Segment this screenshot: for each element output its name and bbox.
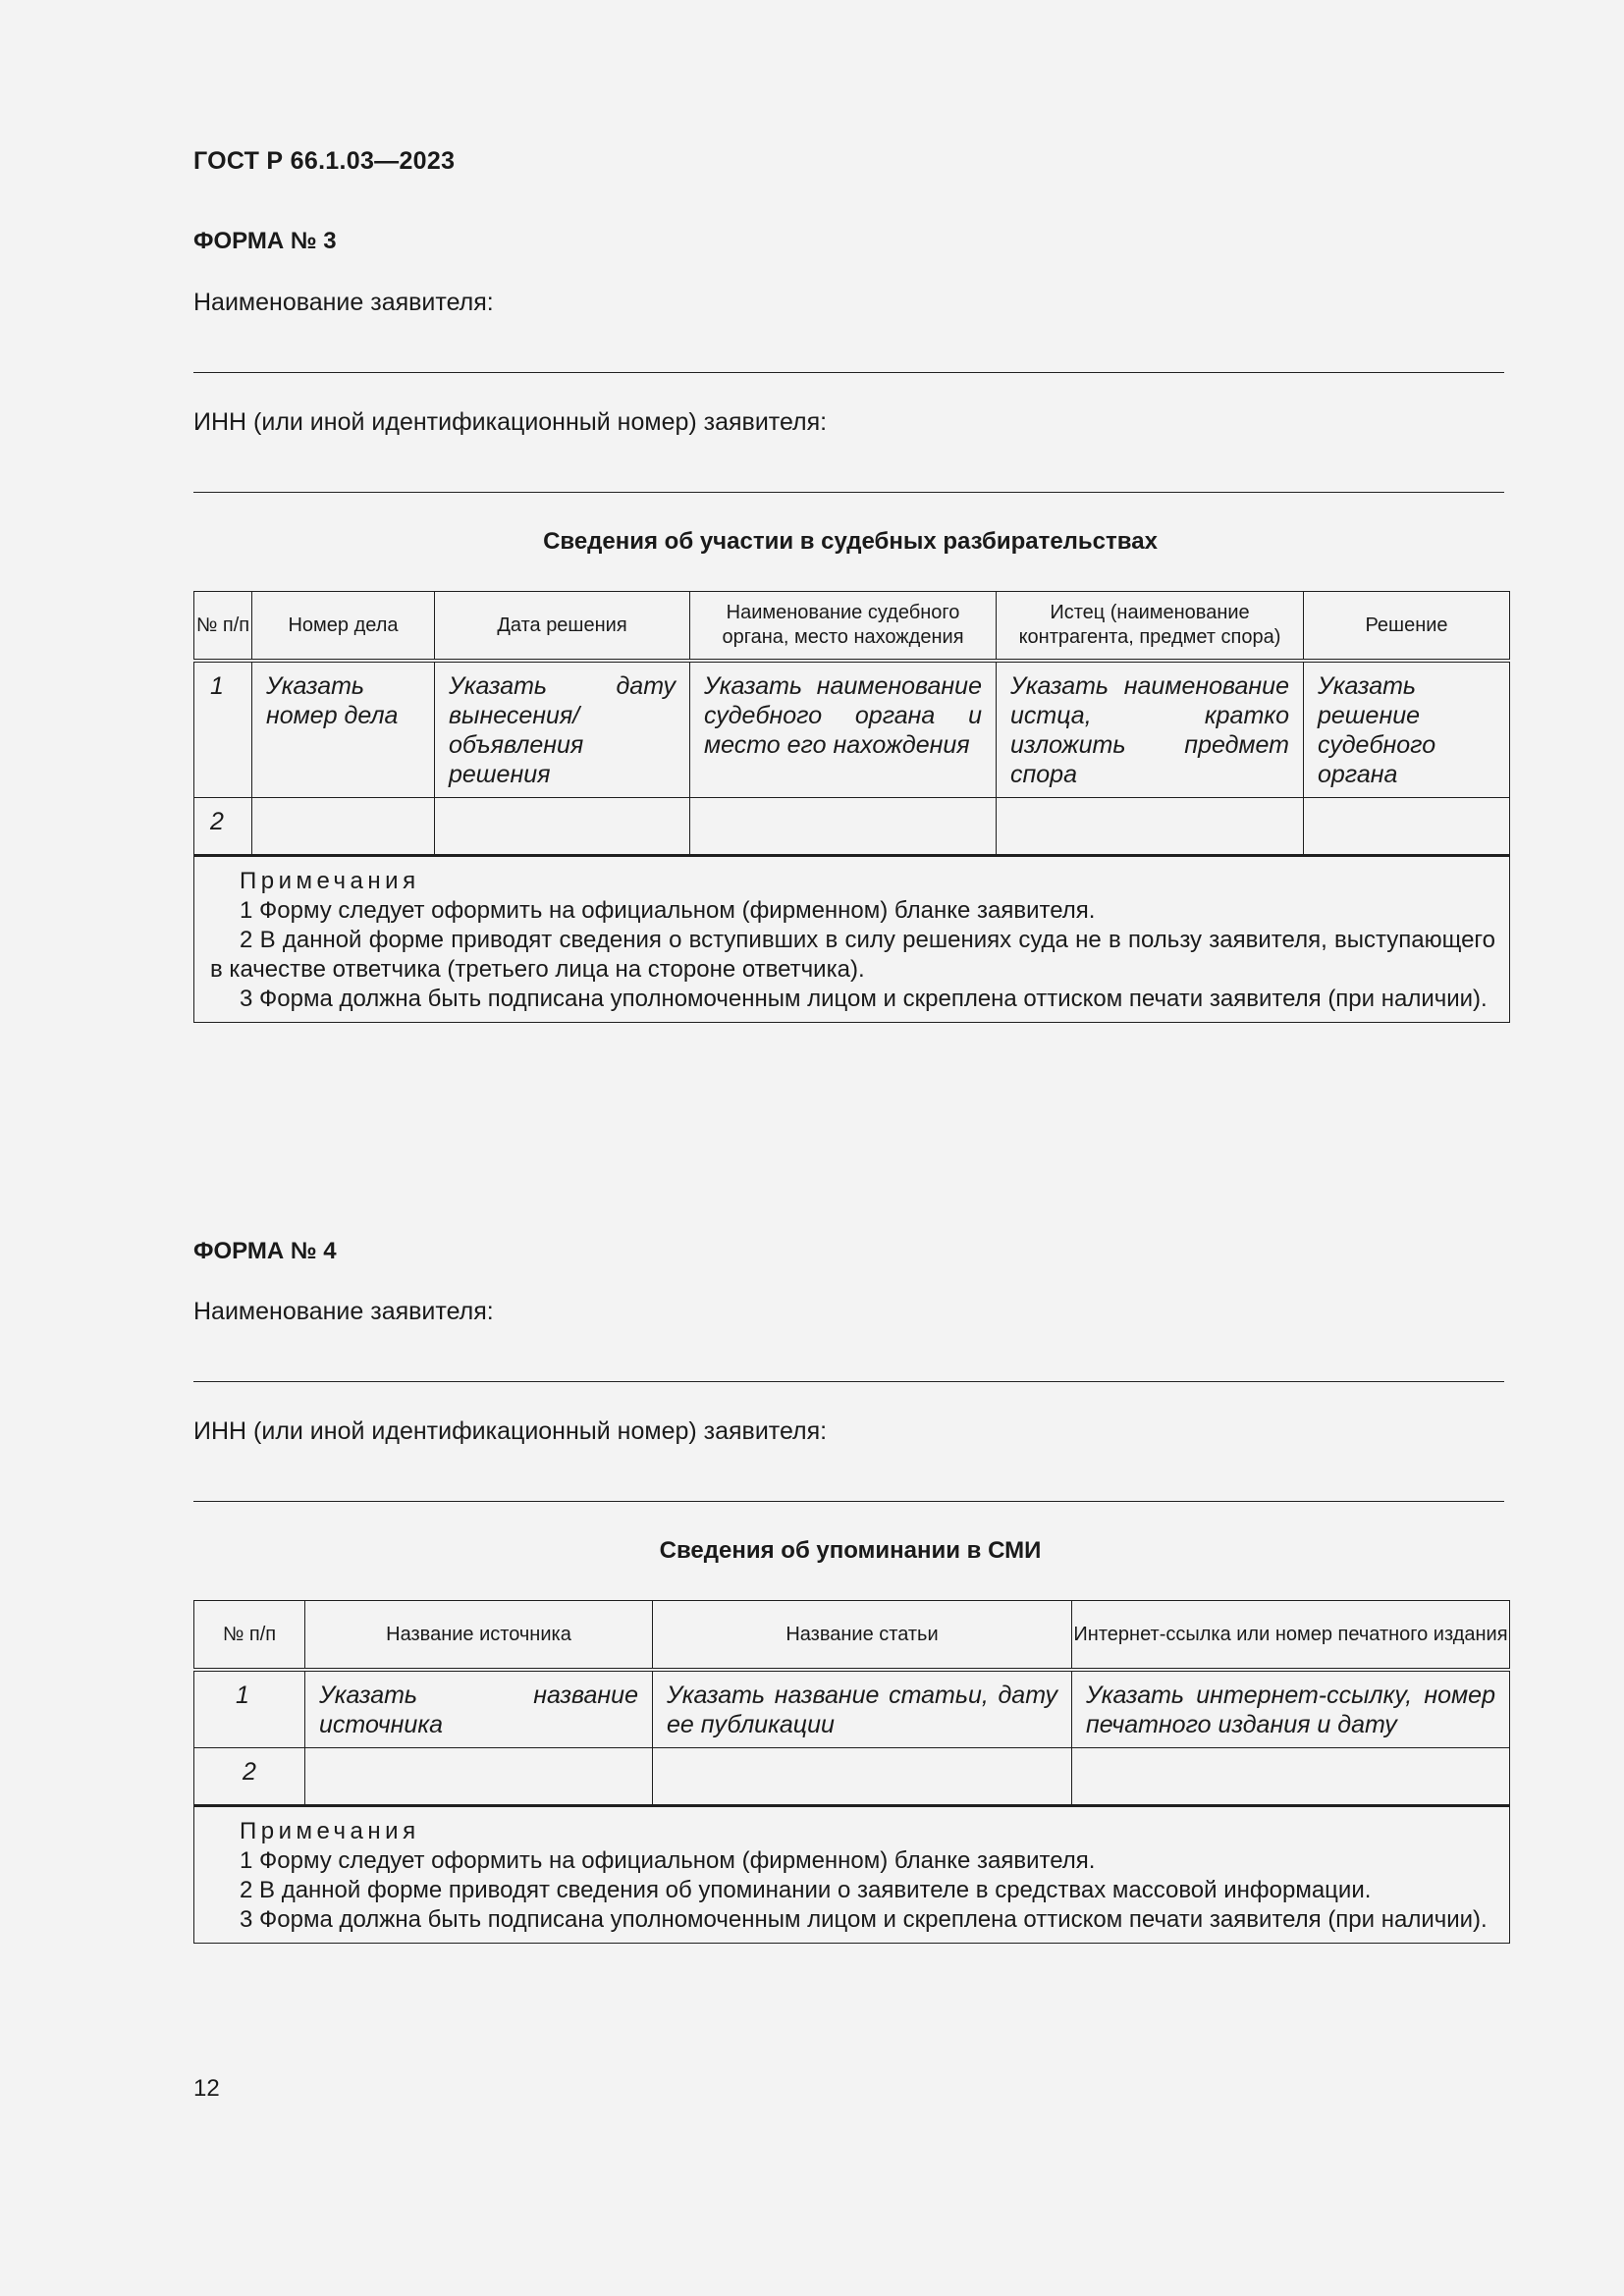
note-item: 3 Форма должна быть подписана уполномоченным лицом и скреплена оттиском печати заявителя (при наличии). [240,986,1488,1012]
column-header: № п/п [194,592,252,662]
table-cell[interactable]: Указать наименование судебного органа и место его нахождения [690,661,997,798]
table-cell[interactable] [305,1748,653,1806]
form4-applicant-name-label: Наименование заявителя: [193,1298,494,1325]
table-cell[interactable] [252,798,435,856]
table-cell[interactable] [435,798,690,856]
table-cell[interactable] [690,798,997,856]
table-cell[interactable]: Указать наименование истца, кратко изложить предмет спора [997,661,1304,798]
table-header-row [194,592,1510,662]
table-cell: 1 [194,1670,305,1748]
column-header: Интернет-ссылка или номер печатного издания [1072,1601,1510,1671]
form3-table [193,591,1510,1023]
table-row [194,1748,1510,1806]
form4-inn-line[interactable] [193,1501,1504,1502]
table-row [194,1670,1510,1748]
page-number: 12 [193,2075,220,2102]
note-item: 3 Форма должна быть подписана уполномоченным лицом и скреплена оттиском печати заявителя (при наличии). [240,1906,1488,1933]
form4-table-caption: Сведения об упоминании в СМИ [659,1537,1042,1564]
notes-title: Примечания [240,868,420,894]
form4-inn-label: ИНН (или иной идентификационный номер) заявителя: [193,1417,828,1445]
table-header-row [194,1601,1510,1671]
table-cell[interactable]: Указать название статьи, дату ее публикации [653,1670,1072,1748]
note-item: 2 В данной форме приводят сведения о вступивших в силу решениях суда не в пользу заявителя, выступающего в качестве ответчика (третьего лица на стороне ответчика). [210,927,1495,983]
notes-title: Примечания [240,1818,420,1844]
form4-table [193,1600,1510,1944]
form4-title: ФОРМА № 4 [193,1238,337,1264]
form3-inn-label: ИНН (или иной идентификационный номер) заявителя: [193,408,828,436]
table-cell: 1 [194,661,252,798]
form3-applicant-name-line[interactable] [193,372,1504,373]
table-cell[interactable]: Указать номер дела [252,661,435,798]
note-item: 1 Форму следует оформить на официальном (фирменном) бланке заявителя. [240,897,1096,924]
note-item: 1 Форму следует оформить на официальном (фирменном) бланке заявителя. [240,1847,1096,1874]
table-cell[interactable]: Указать интернет-ссылку, номер печатного издания и дату [1072,1670,1510,1748]
table-cell[interactable] [653,1748,1072,1806]
column-header: Истец (наименование контрагента, предмет спора) [997,592,1304,662]
form4-applicant-name-line[interactable] [193,1381,1504,1382]
column-header: Решение [1304,592,1510,662]
form3-title: ФОРМА № 3 [193,228,337,254]
column-header: № п/п [194,1601,305,1671]
table-cell[interactable]: Указать решение судебного органа [1304,661,1510,798]
column-header: Название источника [305,1601,653,1671]
form3-table-caption: Сведения об участии в судебных разбирательствах [543,528,1158,555]
table-cell: 2 [194,798,252,856]
notes-cell [194,856,1510,1023]
table-cell[interactable]: Указать название источника [305,1670,653,1748]
notes-row [194,1806,1510,1944]
table-cell[interactable] [1304,798,1510,856]
form3-applicant-name-label: Наименование заявителя: [193,289,494,316]
column-header: Наименование судебного органа, место нахождения [690,592,997,662]
table-cell: 2 [194,1748,305,1806]
column-header: Номер дела [252,592,435,662]
column-header: Название статьи [653,1601,1072,1671]
table-cell[interactable] [997,798,1304,856]
notes-row [194,856,1510,1023]
table-cell[interactable] [1072,1748,1510,1806]
table-cell[interactable]: Указать дату вынесения/объявления решения [435,661,690,798]
notes-cell [194,1806,1510,1944]
document-header: ГОСТ Р 66.1.03—2023 [193,147,456,175]
table-row [194,798,1510,856]
note-item: 2 В данной форме приводят сведения об упоминании о заявителе в средствах массовой информации. [240,1877,1372,1903]
table-row [194,661,1510,798]
form3-inn-line[interactable] [193,492,1504,493]
column-header: Дата решения [435,592,690,662]
